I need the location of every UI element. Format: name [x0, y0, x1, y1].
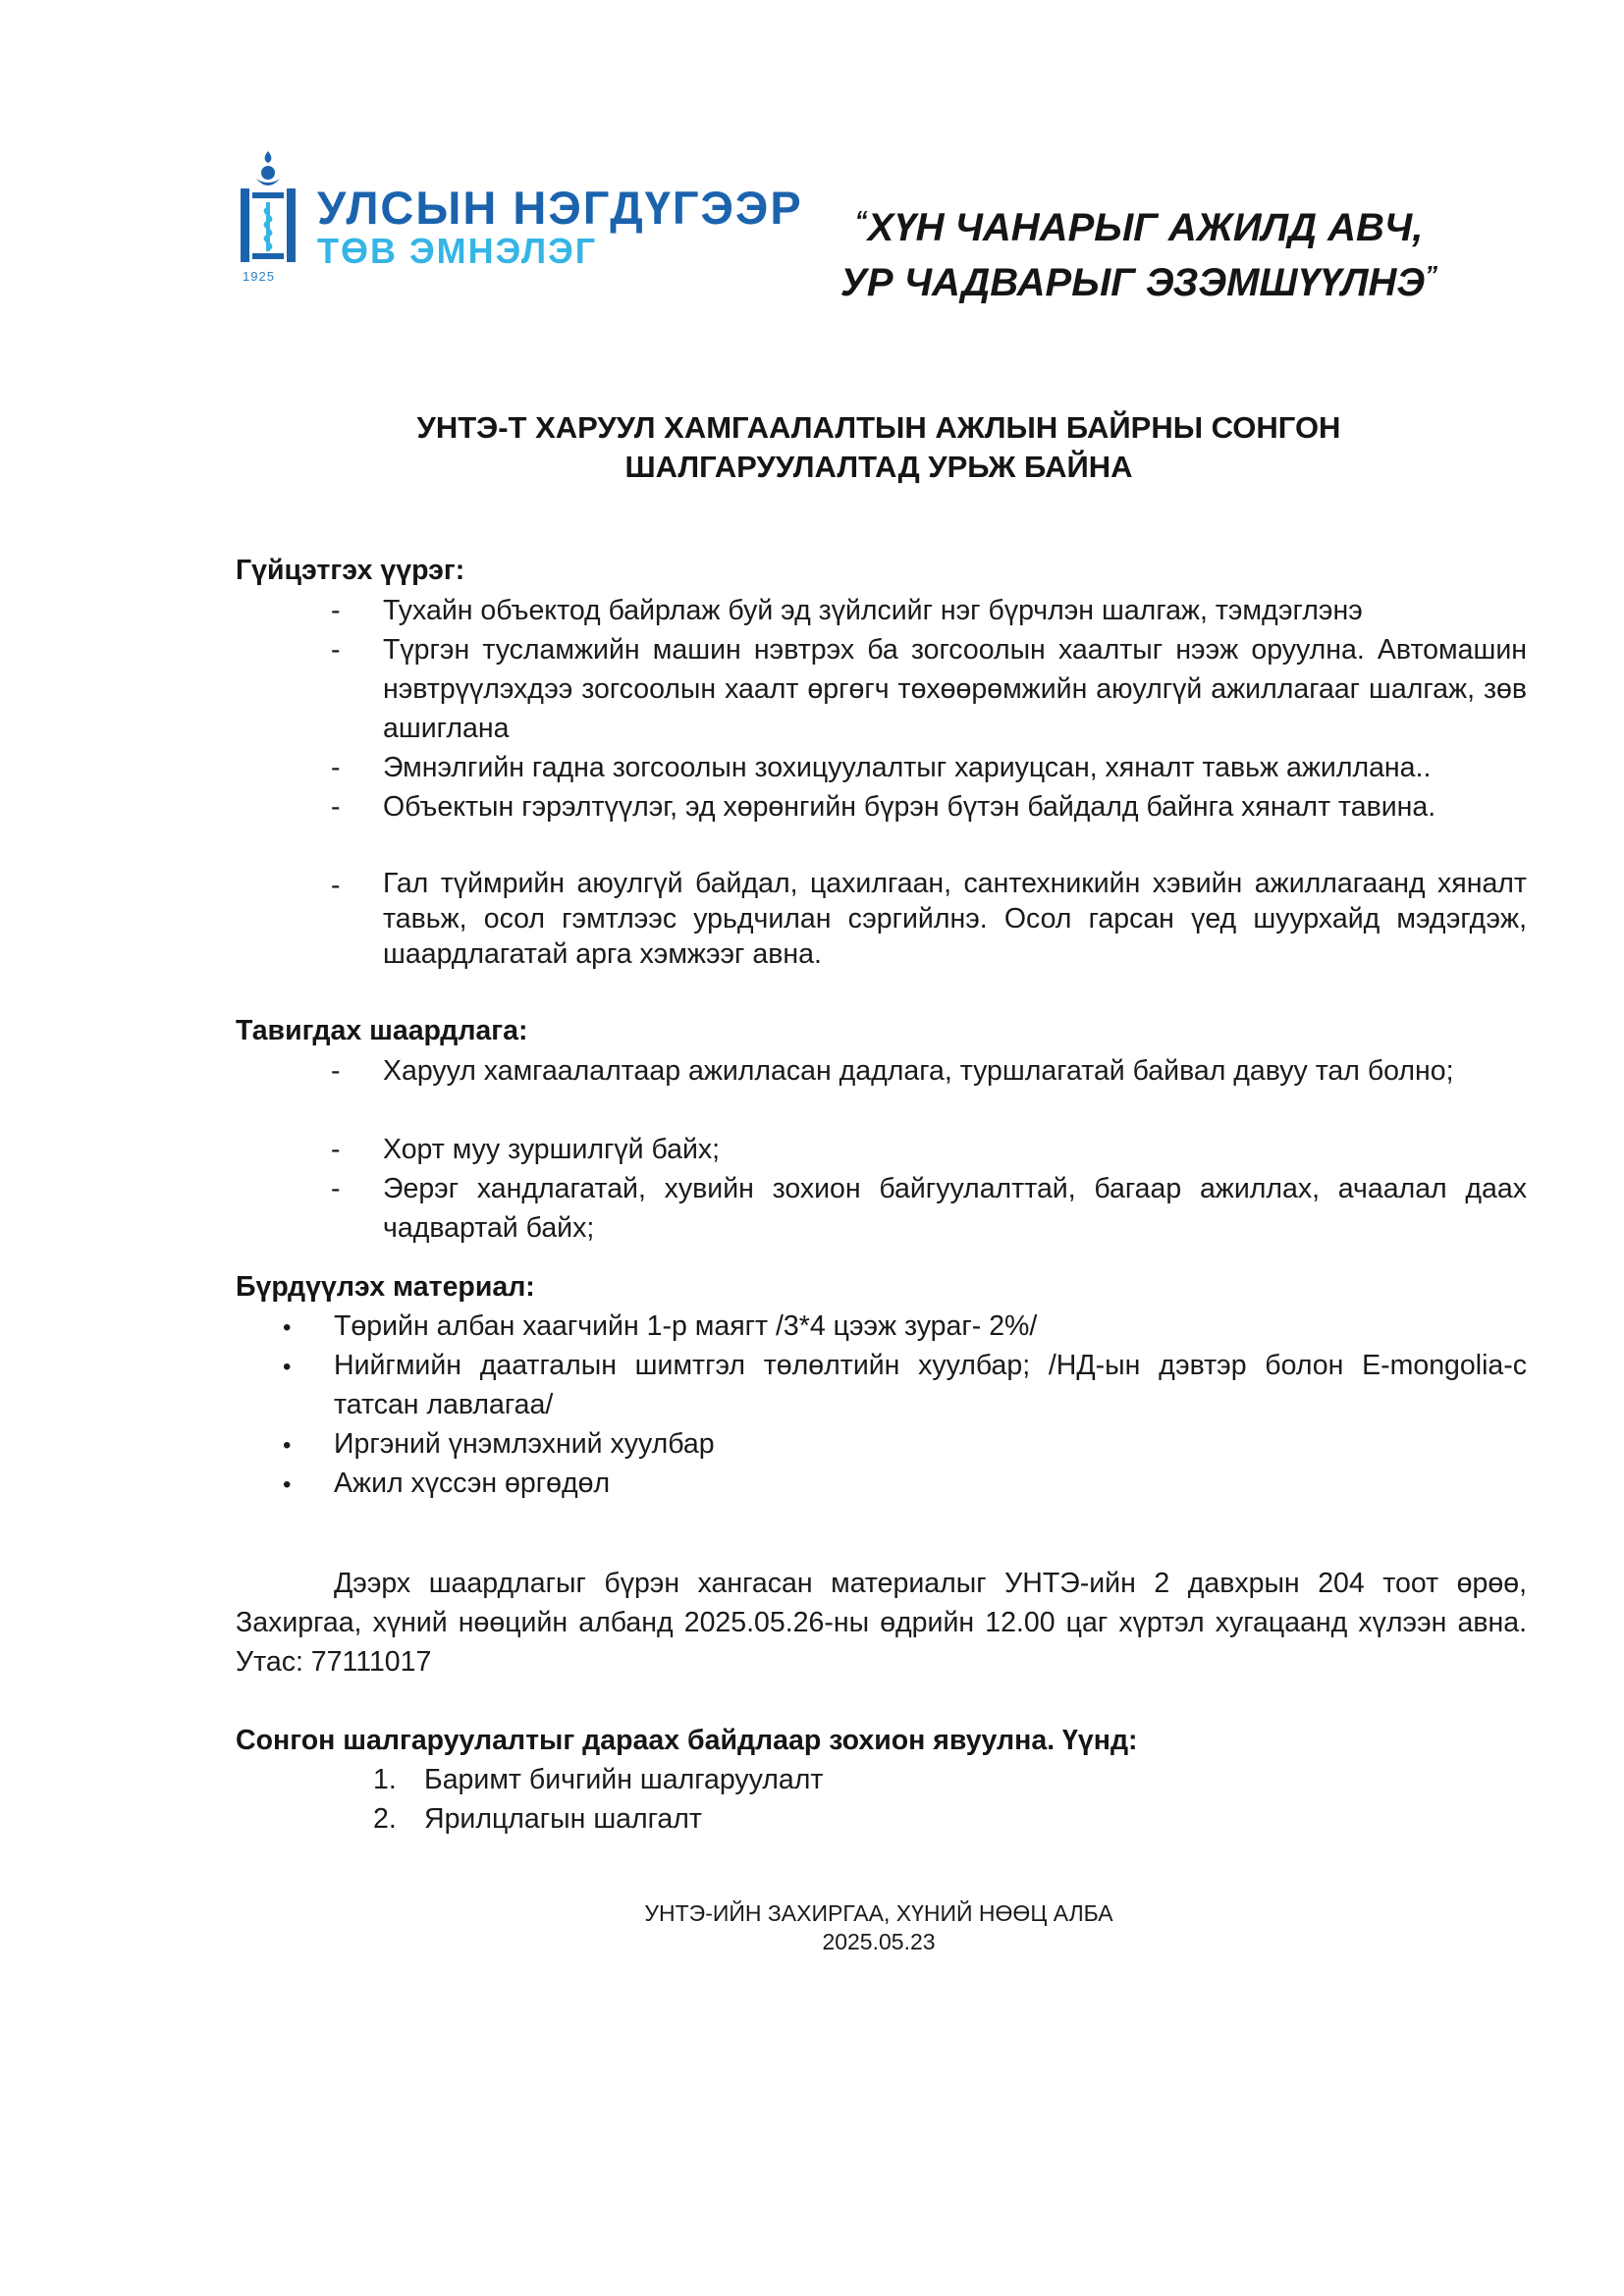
list-number: 1. [373, 1764, 397, 1795]
list-number: 2. [373, 1803, 397, 1835]
list-item: Тухайн объектод байрлаж буй эд зүйлсийг нэг бүрчлэн шалгаж, тэмдэглэнэ [383, 595, 1363, 626]
list-marker: - [331, 1055, 341, 1087]
footer-date: 2025.05.23 [822, 1929, 936, 1954]
title-line2: ШАЛГАРУУЛАЛТАД УРЬЖ БАЙНА [624, 450, 1133, 484]
founded-year: 1925 [243, 269, 275, 284]
list-item: Төрийн албан хаагчийн 1-р маягт /3*4 цээж зураг- 2%/ [334, 1310, 1038, 1342]
bullet-marker: • [283, 1432, 292, 1459]
bullet-marker: • [283, 1354, 292, 1380]
list-item: Түргэн тусламжийн машин нэвтрэх ба зогсоолын хаалтыг нээж оруулна. Автомашин нэвтрүүлэхдээ зогсоолын хаалт өргөгч төхөөрөмжийн аюулгүй ажиллагааг шалгаж, зөв ашиглана [383, 634, 1527, 744]
list-item: Иргэний үнэмлэхний хуулбар [334, 1428, 715, 1460]
list-item: Харуул хамгаалалтаар ажилласан дадлага, туршлагатай байвал давуу тал болно; [383, 1055, 1454, 1087]
document-title [236, 408, 1522, 487]
requirements-heading: Тавигдах шаардлага: [236, 1015, 528, 1046]
motto [815, 196, 1463, 306]
motto-line1: ХҮН ЧАНАРЫГ АЖИЛД АВЧ, [867, 206, 1424, 249]
list-item: Эмнэлгийн гадна зогсоолын зохицуулалтыг хариуцсан, хяналт тавьж ажиллана.. [383, 752, 1432, 783]
list-item: Ярилцлагын шалгалт [424, 1803, 702, 1835]
list-item: Хорт муу зуршилгүй байх; [383, 1134, 721, 1165]
list-marker: - [331, 634, 341, 666]
hospital-logo [239, 149, 803, 287]
bullet-marker: • [283, 1314, 292, 1341]
org-name-line1: УЛСЫН НЭГДҮГЭЭР [317, 182, 803, 234]
title-line1: УНТЭ-Т ХАРУУЛ ХАМГААЛАЛТЫН АЖЛЫН БАЙРНЫ СОНГОН [416, 410, 1341, 445]
quote-close: ” [1425, 260, 1438, 290]
quote-open: “ [854, 205, 868, 235]
list-marker: - [331, 752, 341, 783]
list-item: Баримт бичгийн шалгаруулалт [424, 1764, 824, 1795]
list-item: Нийгмийн даатгалын шимтгэл төлөлтийн хуулбар; /НД-ын дэвтэр болон E-mongolia-с татсан лавлагаа/ [334, 1350, 1527, 1420]
footer-signature [530, 1899, 1227, 1956]
footer-department: УНТЭ-ИЙН ЗАХИРГАА, ХҮНИЙ НӨӨЦ АЛБА [644, 1900, 1113, 1926]
selection-heading: Сонгон шалгаруулалтыг дараах байдлаар зохион явуулна. Үүнд: [236, 1725, 1138, 1756]
materials-heading: Бүрдүүлэх материал: [236, 1271, 535, 1303]
soyombo-emblem-icon [239, 149, 298, 272]
list-marker: - [331, 870, 341, 901]
list-marker: - [331, 791, 341, 823]
list-marker: - [331, 1173, 341, 1204]
list-marker: - [331, 1134, 341, 1165]
motto-line2: УР ЧАДВАРЫГ ЭЗЭМШҮҮЛНЭ [839, 261, 1426, 304]
list-item: Объектын гэрэлтүүлэг, эд хөрөнгийн бүрэн бүтэн байдалд байнга хяналт тавина. [383, 791, 1436, 823]
bullet-marker: • [283, 1471, 292, 1498]
submission-paragraph: Дээрх шаардлагыг бүрэн хангасан материалыг УНТЭ-ийн 2 давхрын 204 тоот өрөө, Захиргаа, хүний нөөцийн албанд 2025.05.26-ны өдрийн 12.00 цаг хүртэл хугацаанд хүлээн авна. Утас: 77111017 [236, 1568, 1527, 1678]
list-item: Ажил хүссэн өргөдөл [334, 1468, 611, 1499]
list-item: Гал түймрийн аюулгүй байдал, цахилгаан, сантехникийн хэвийн ажиллагаанд хяналт тавьж, осол гэмтлээс урьдчилан сэргийлнэ. Осол гарсан үед шуурхайд мэдэгдэж, шаардлагатай арга хэмжээг авна. [383, 868, 1527, 970]
duties-heading: Гүйцэтгэх үүрэг: [236, 555, 465, 586]
org-name-line2: ТӨВ ЭМНЭЛЭГ [317, 231, 598, 271]
list-item: Эерэг хандлагатай, хувийн зохион байгуулалттай, багаар ажиллах, ачаалал даах чадвартай байх; [383, 1173, 1527, 1244]
list-marker: - [331, 595, 341, 626]
